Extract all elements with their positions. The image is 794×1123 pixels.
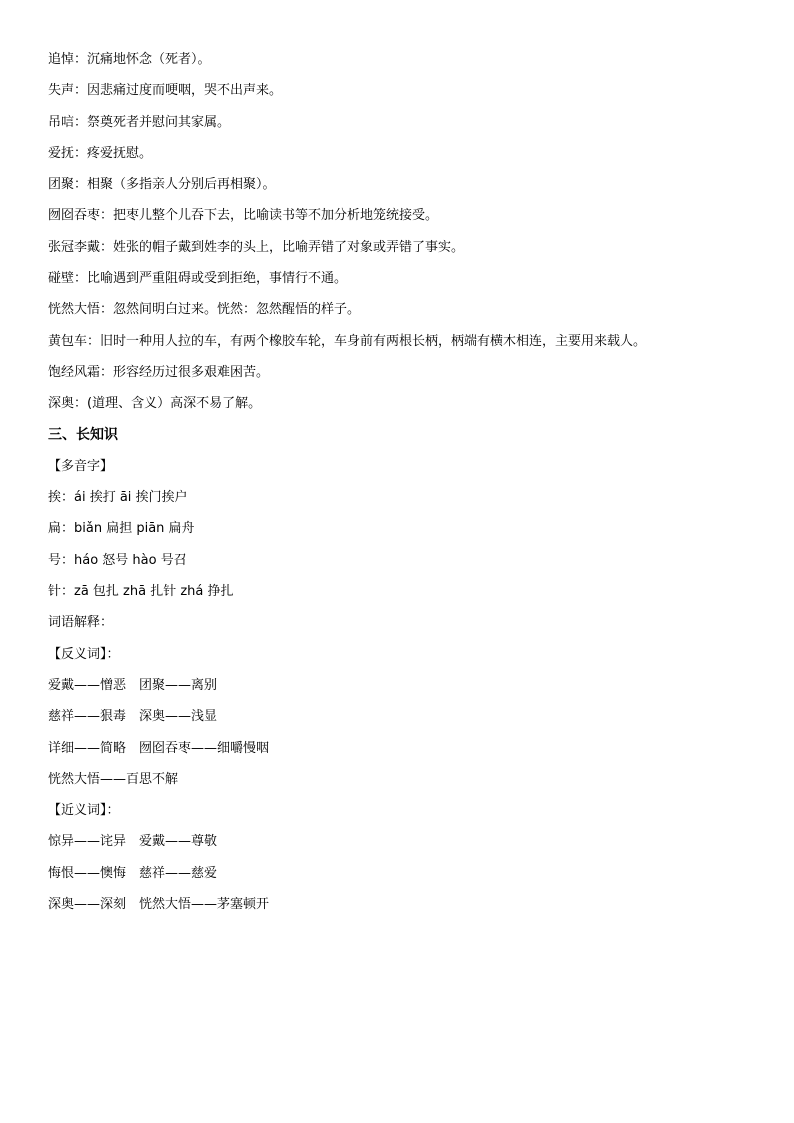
definition-term: 失声： xyxy=(48,83,88,99)
antonym-header: 【反义词】： xyxy=(48,646,120,662)
definition-line xyxy=(48,232,748,263)
definition-text: 疼爱抚慰。 xyxy=(87,145,153,161)
section-title: 三、长知识 xyxy=(48,426,118,443)
synonym-header: 【近义词】： xyxy=(48,803,120,819)
definition-line xyxy=(48,169,748,200)
definition-text: 姓张的帽子戴到姓李的头上，比喻弄错了对象或弄错了事实。 xyxy=(113,239,465,255)
antonym-line: 爱戴——憎恶 团聚——离别 xyxy=(48,677,218,693)
synonym-line: 悔恨——懊悔 慈祥——慈爱 xyxy=(48,865,218,881)
polyphone-line: 针：zā 包扎 zhā 扎针 zhá 挣扎 xyxy=(48,584,234,600)
definition-line xyxy=(48,263,748,294)
definition-term: 团聚： xyxy=(48,177,88,193)
definition-text: 旧时一种用人拉的车，有两个橡胶车轮，车身前有两根长柄，柄端有横木相连，主要用来载人。 xyxy=(100,333,647,349)
definition-text: 形容经历过很多艰难困苦。 xyxy=(113,364,270,380)
definition-term: 张冠李戴： xyxy=(48,239,114,255)
synonym-line: 惊异——诧异 爱戴——尊敬 xyxy=(48,834,218,850)
definition-text: 祭奠死者并慰问其家属。 xyxy=(87,114,231,130)
definition-text: 相聚（多指亲人分别后再相聚）。 xyxy=(87,177,276,193)
definition-text: 比喻遇到严重阻碍或受到拒绝，事情行不通。 xyxy=(87,271,348,287)
definition-text: 沉痛地怀念（死者）。 xyxy=(87,52,211,67)
definition-term: 黄包车： xyxy=(48,333,101,349)
definition-term: 追悼： xyxy=(48,52,88,67)
definition-term: 囫囵吞枣： xyxy=(48,208,114,224)
definition-text: (道理、含义）高深不易了解。 xyxy=(87,396,262,412)
definition-line xyxy=(48,326,748,357)
definition-text: 忽然间明白过来。恍然：忽然醒悟的样子。 xyxy=(113,302,361,318)
polyphone-header: 【多音字】 xyxy=(48,458,114,474)
definition-text: 因悲痛过度而哽咽，哭不出声来。 xyxy=(87,83,283,99)
polyphone-line: 挨：ái 挨打 āi 挨门挨户 xyxy=(48,490,188,506)
polyphone-line: 号：háo 怒号 hào 号召 xyxy=(48,552,187,568)
antonym-line: 恍然大悟——百思不解 xyxy=(48,771,179,787)
polyphone-line: 扁：biǎn 扁担 piān 扁舟 xyxy=(48,521,195,537)
definition-term: 爱抚： xyxy=(48,145,88,161)
definition-term: 深奥： xyxy=(48,396,88,412)
definition-line xyxy=(48,294,748,325)
synonym-line: 深奥——深刻 恍然大悟——茅塞顿开 xyxy=(48,897,270,913)
definition-term: 吊唁： xyxy=(48,114,88,130)
antonym-line: 详细——简略 囫囵吞枣——细嚼慢咽 xyxy=(48,740,270,756)
definition-term: 恍然大悟： xyxy=(48,302,114,318)
definition-term: 饱经风霜： xyxy=(48,364,114,380)
definition-line xyxy=(48,357,748,388)
definition-line xyxy=(48,75,748,106)
definition-text: 把枣儿整个儿吞下去，比喻读书等不加分析地笼统接受。 xyxy=(113,208,439,224)
definition-line xyxy=(48,200,748,231)
definition-line xyxy=(48,107,748,138)
antonym-line: 慈祥——狠毒 深奥——浅显 xyxy=(48,709,218,725)
document-page xyxy=(48,44,748,920)
word-explain-label: 词语解释： xyxy=(48,615,114,631)
definition-line xyxy=(48,138,748,169)
definition-term: 碰壁： xyxy=(48,271,88,287)
definition-line xyxy=(48,388,748,419)
definition-line xyxy=(48,44,748,75)
